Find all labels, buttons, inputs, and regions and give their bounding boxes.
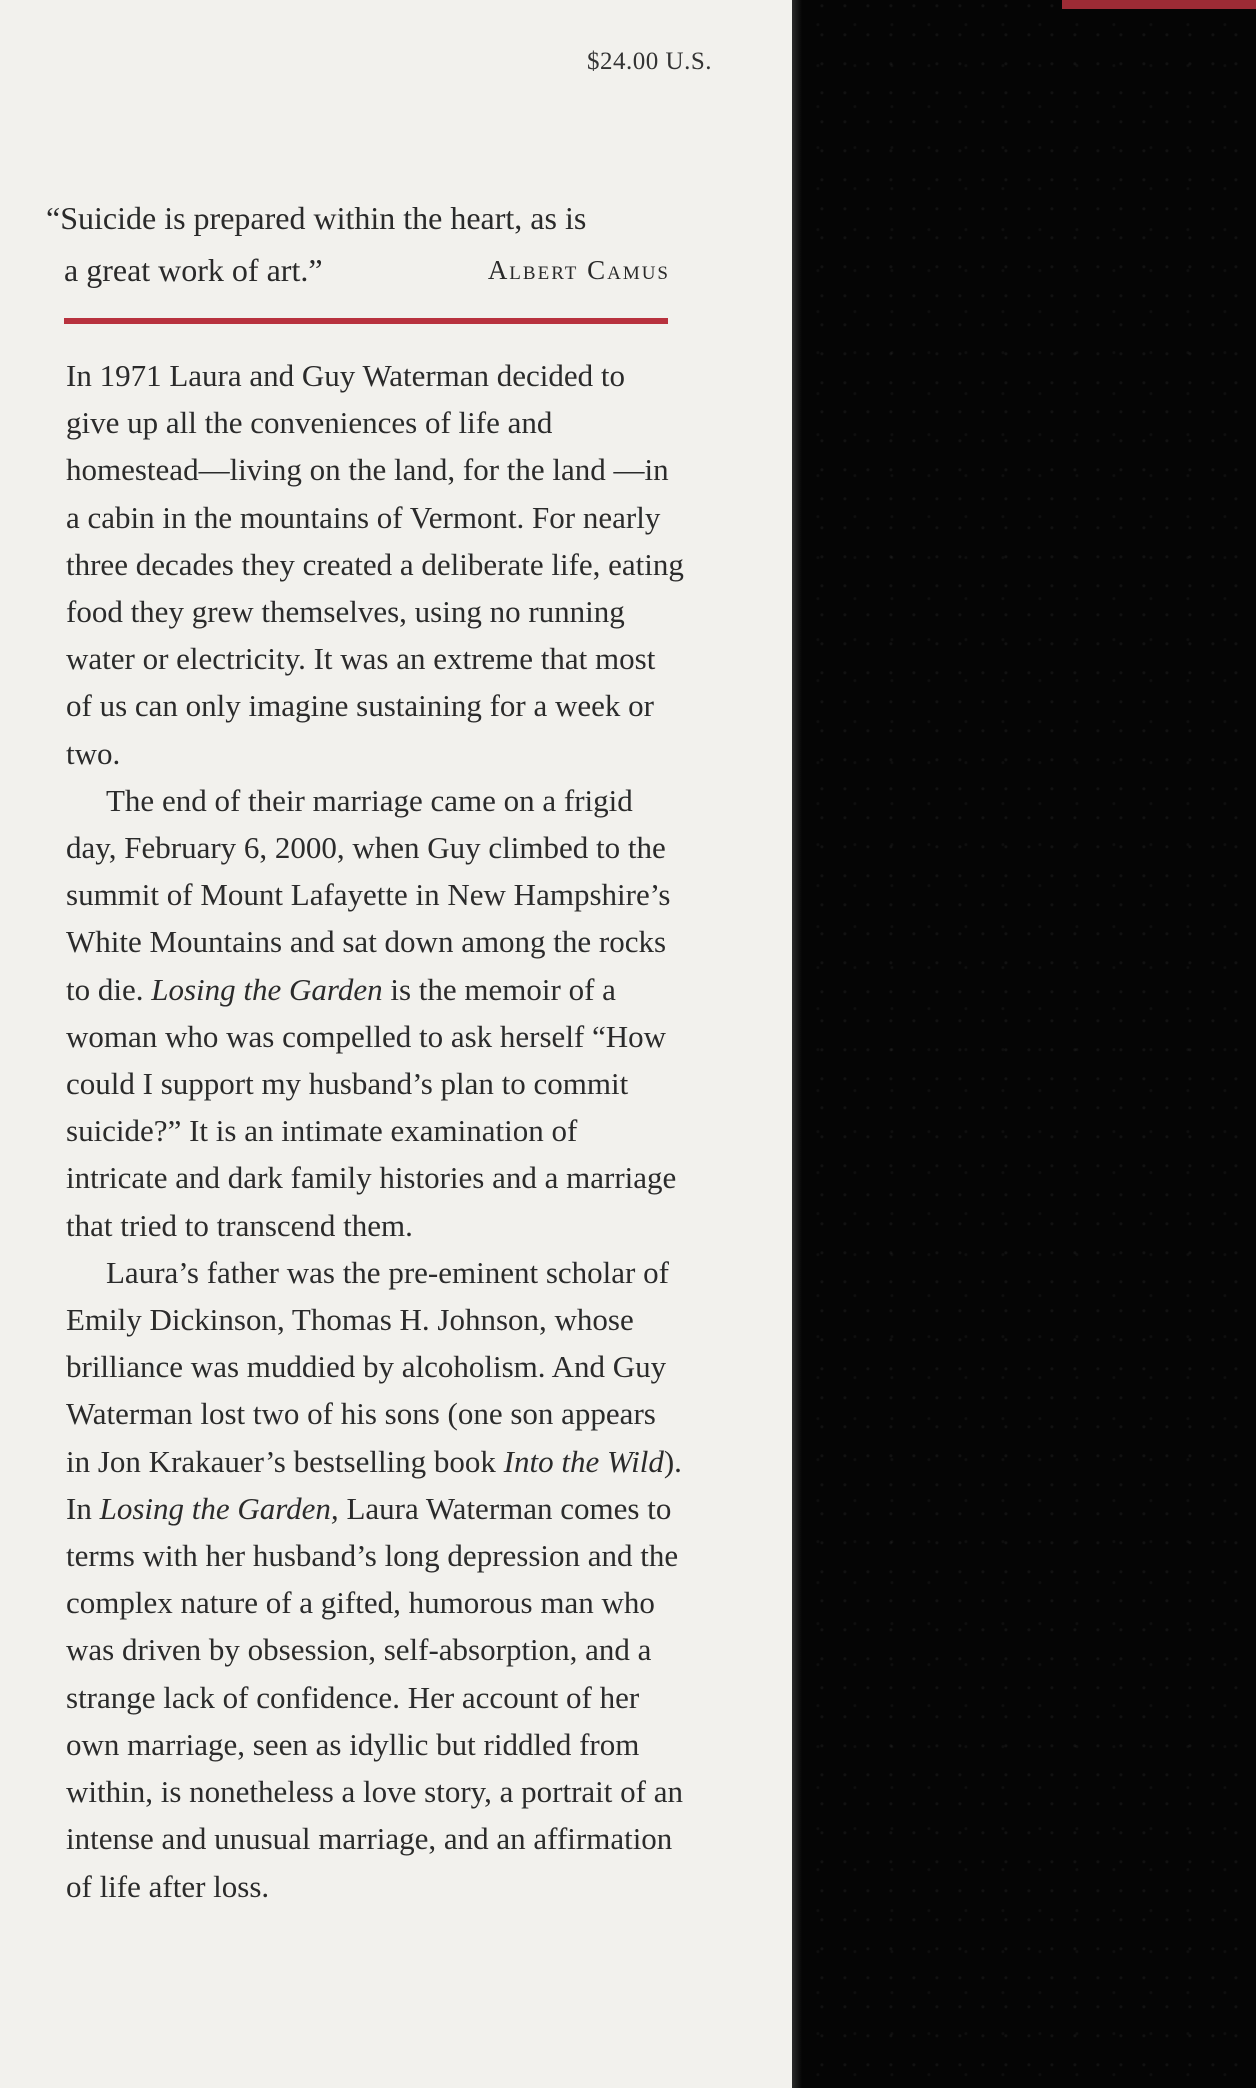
paragraph-3-text-c: Laura Waterman comes to terms with her husband’s long depression and the complex nature of a gifted, humorous man who was driven by obsession, self-absorption, and a strange lack of confidence. Her account of her own marriage, seen as idyllic but riddled from within, is nonetheless a love story, a portrait of an intense and unusual marriage, and an affirmation of life after loss. <box>66 1490 683 1904</box>
paragraph-3 <box>66 1249 686 1910</box>
paragraph-2-text-a: The end of their marriage came on a frigid day, February 6, 2000, when Guy climbed to the summit of Mount Lafayette in New Hampshire’s White Mountains and sat down among the rocks to die. <box>66 782 671 1007</box>
paragraph-2 <box>66 777 686 1249</box>
epigraph-quote-end: a great work of art.” <box>64 252 323 288</box>
referenced-book-title-italic: Into the Wild <box>503 1443 664 1479</box>
epigraph-attribution: Albert Camus <box>487 255 670 285</box>
red-divider-rule <box>64 318 668 324</box>
paragraph-3-text-b: ). In <box>66 1443 682 1526</box>
book-title-italic-2: Losing the Garden, <box>99 1490 339 1526</box>
cover-red-accent-strip <box>1062 0 1256 9</box>
price-label: $24.00 U.S. <box>587 48 712 75</box>
epigraph-line-2 <box>46 244 670 296</box>
book-title-italic: Losing the Garden <box>151 971 383 1007</box>
paragraph-2-text-b: is the memoir of a woman who was compelled to ask herself “How could I support my husband’s plan to commit suicide?” It is an intimate examination of intricate and dark family histories and a marriage that tried to transcend them. <box>66 971 677 1243</box>
paragraph-1: In 1971 Laura and Guy Waterman decided to give up all the conveniences of life and homestead—living on the land, for the land —in a cabin in the mountains of Vermont. For nearly three decades they created a deliberate life, eating food they grew themselves, using no running water or electricity. It was an extreme that most of us can only imagine sustaining for a week or two. <box>66 358 684 771</box>
epigraph <box>46 192 670 296</box>
black-cover-panel <box>792 0 1256 2088</box>
cover-fold-edge <box>792 0 802 2088</box>
paragraph-3-text-a: Laura’s father was the pre-eminent scholar of Emily Dickinson, Thomas H. Johnson, whose brilliance was muddied by alcoholism. And Guy Waterman lost two of his sons (one son appears in Jon Krakauer’s bestselling book <box>66 1254 669 1479</box>
epigraph-line-1: “Suicide is prepared within the heart, as is <box>46 200 587 236</box>
flap-copy <box>66 352 686 1910</box>
